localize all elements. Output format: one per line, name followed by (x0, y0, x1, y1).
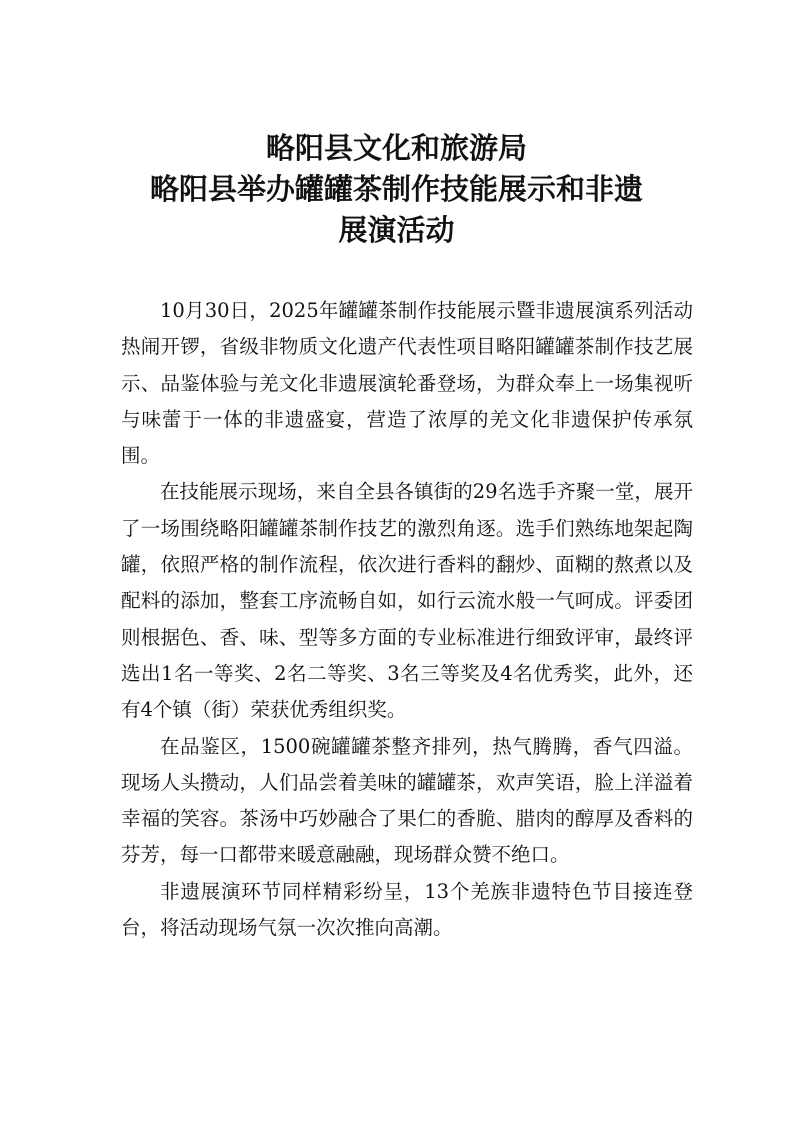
document-title (0, 128, 793, 251)
title-line-headline: 略阳县举办罐罐茶制作技能展示和非遗 (149, 172, 643, 206)
paragraph-event-opening: 10月30日，2025年罐罐茶制作技能展示暨非遗展演系列活动热闹开锣，省级非物质文化遗产代表性项目略阳罐罐茶制作技艺展示、品鉴体验与羌文化非遗展演轮番登场，为群众奉上一场集视听与味蕾于一体的非遗盛宴，营造了浓厚的羌文化非遗保护传承氛围。 (121, 299, 693, 468)
paragraph-skill-competition: 在技能展示现场，来自全县各镇街的29名选手齐聚一堂，展开了一场围绕略阳罐罐茶制作技艺的激烈角逐。选手们熟练地架起陶罐，依照严格的制作流程，依次进行香料的翻炒、面糊的熬煮以及配料的添加，整套工序流畅自如，如行云流水般一气呵成。评委团则根据色、香、味、型等多方面的专业标准进行细致评审，最终评选出1名一等奖、2名二等奖、3名三等奖及4名优秀奖，此外，还有4个镇（街）荣获优秀组织奖。 (121, 480, 693, 722)
paragraph-heritage-performance: 非遗展演环节同样精彩纷呈，13个羌族非遗特色节目接连登台，将活动现场气氛一次次推向高潮。 (121, 879, 693, 940)
title-line-organization: 略阳县文化和旅游局 (265, 131, 527, 165)
paragraph-tasting-area: 在品鉴区，1500碗罐罐茶整齐排列，热气腾腾，香气四溢。现场人头攒动，人们品尝着美味的罐罐茶，欢声笑语，脸上洋溢着幸福的笑容。茶汤中巧妙融合了果仁的香脆、腊肉的醇厚及香料的芬芳，每一口都带来暖意融融，现场群众赞不绝口。 (121, 734, 693, 867)
title-line-headline-continued: 展演活动 (338, 213, 455, 247)
article-body (121, 293, 693, 946)
